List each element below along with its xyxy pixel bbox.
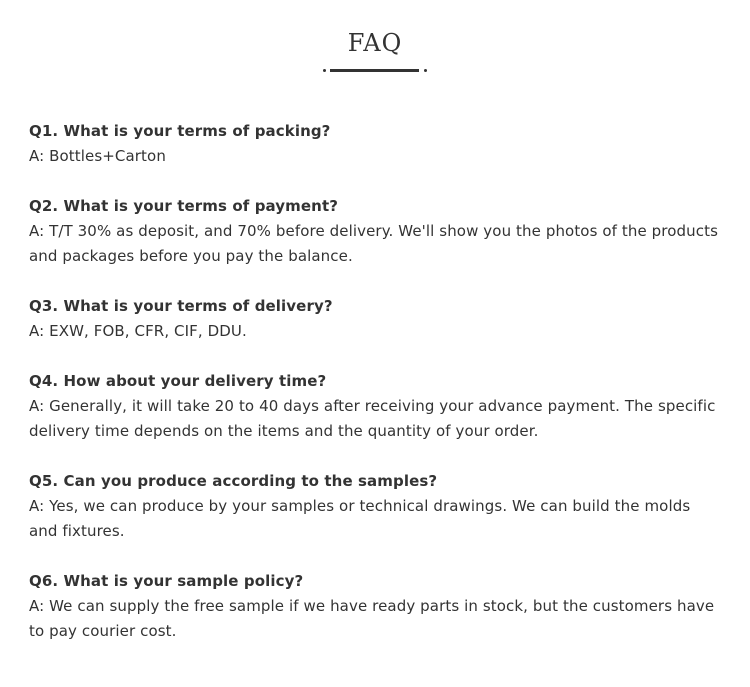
divider-dot-left — [323, 69, 326, 72]
faq-answer: A: Bottles+Carton — [29, 147, 166, 165]
title-divider — [323, 68, 427, 74]
faq-question: Q6. What is your sample policy? — [29, 572, 304, 590]
faq-answer: A: We can supply the free sample if we have ready parts in stock, but the customers have to pay courier cost. — [29, 597, 715, 640]
faq-item-5 — [29, 469, 719, 544]
faq-question: Q2. What is your terms of payment? — [29, 197, 339, 215]
faq-answer: A: EXW, FOB, CFR, CIF, DDU. — [29, 322, 247, 340]
faq-item-1 — [29, 119, 719, 169]
faq-question: Q4. How about your delivery time? — [29, 372, 327, 390]
faq-answer: A: T/T 30% as deposit, and 70% before delivery. We'll show you the photos of the products and packages before you pay the balance. — [29, 222, 718, 265]
faq-question: Q3. What is your terms of delivery? — [29, 297, 333, 315]
divider-bar — [330, 69, 419, 72]
faq-question: Q1. What is your terms of packing? — [29, 122, 331, 140]
page-title: FAQ — [347, 29, 403, 57]
faq-question: Q5. Can you produce according to the samples? — [29, 472, 438, 490]
faq-item-3 — [29, 294, 719, 344]
faq-answer: A: Yes, we can produce by your samples or technical drawings. We can build the molds and fixtures. — [29, 497, 691, 540]
faq-header — [0, 26, 750, 74]
faq-item-2 — [29, 194, 719, 269]
faq-item-4 — [29, 369, 719, 444]
faq-answer: A: Generally, it will take 20 to 40 days after receiving your advance payment. The specific delivery time depends on the items and the quantity of your order. — [29, 397, 716, 440]
faq-list — [29, 119, 719, 669]
faq-item-6 — [29, 569, 719, 644]
divider-dot-right — [424, 69, 427, 72]
